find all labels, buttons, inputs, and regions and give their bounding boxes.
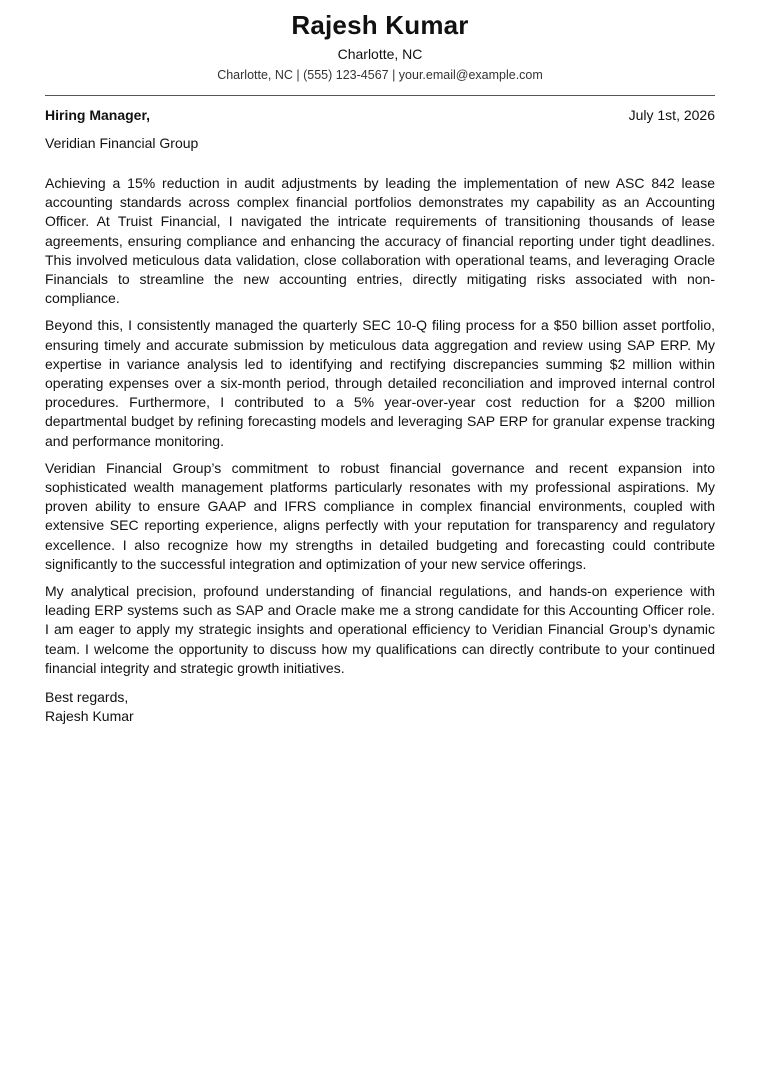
applicant-name: Rajesh Kumar xyxy=(291,10,469,40)
body-paragraph: My analytical precision, profound understanding of financial regulations, and hands-on experience with leading ERP systems such as SAP and Oracle make me a strong candidate for this Accounting Officer role. I am eager to apply my strategic insights and operational efficiency to Veridian Financial Group’s dynamic team. I welcome the opportunity to discuss how my qualifications can directly contribute to your continued financial integrity and strategic growth initiatives. xyxy=(45,583,715,676)
header-divider xyxy=(45,95,715,96)
body-paragraph: Achieving a 15% reduction in audit adjustments by leading the implementation of new ASC 842 lease accounting standards across complex financial portfolios demonstrates my capability as an Accounting Officer. At Truist Financial, I navigated the intricate requirements of transitioning thousands of lease agreements, ensuring compliance and enhancing the accuracy of financial reporting under tight deadlines. This involved meticulous data validation, close collaboration with operational teams, and leveraging Oracle Financials to streamline the new accounting entries, directly mitigating risks associated with non-compliance. xyxy=(45,175,715,307)
body-paragraph: Veridian Financial Group’s commitment to robust financial governance and recent expansion into sophisticated wealth management platforms particularly resonates with my professional aspirations. My proven ability to ensure GAAP and IFRS compliance in complex financial environments, coupled with extensive SEC reporting experience, aligns perfectly with your reputation for transparency and regulatory excellence. I also recognize how my strengths in detailed budgeting and forecasting could contribute significantly to the successful integration and optimization of your new service offerings. xyxy=(45,459,715,572)
letter-closing xyxy=(45,688,715,726)
contact-line: Charlotte, NC | (555) 123-4567 | your.email@example.com xyxy=(217,68,543,82)
letter-date: July 1st, 2026 xyxy=(628,107,715,123)
body-paragraph: Beyond this, I consistently managed the quarterly SEC 10-Q filing process for a $50 billion asset portfolio, ensuring timely and accurate submission by meticulous data aggregation and review using SAP ERP. My expertise in variance analysis led to identifying and rectifying discrepancies summing $2 million within operating expenses over a six-month period, through detailed reconciliation and improved internal control procedures. Furthermore, I contributed to a 5% year-over-year cost reduction for a $200 million departmental budget by refining forecasting models and leveraging SAP ERP for granular expense tracking and performance monitoring. xyxy=(45,317,715,449)
signature-name: Rajesh Kumar xyxy=(45,708,134,725)
recipient-salutation: Hiring Manager, xyxy=(45,107,151,123)
applicant-city: Charlotte, NC xyxy=(337,46,423,62)
recipient-date-row xyxy=(45,106,715,124)
letter-header xyxy=(45,0,715,83)
recipient-company: Veridian Financial Group xyxy=(45,135,199,151)
letter-body xyxy=(45,174,715,678)
closing-phrase: Best regards, xyxy=(45,689,129,706)
